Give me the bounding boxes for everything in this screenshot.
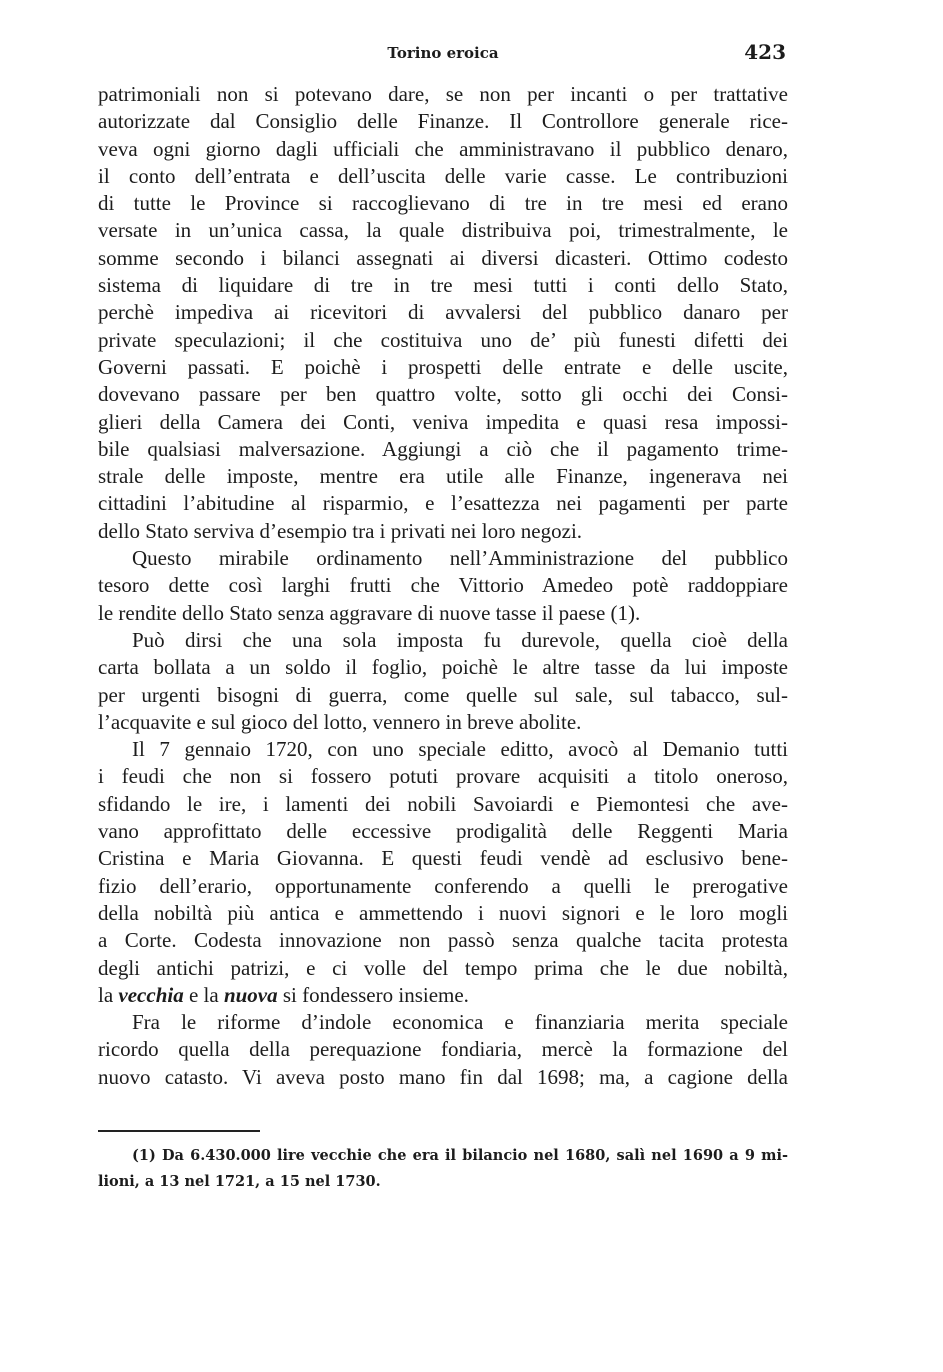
text-segment: della nobiltà più antica e ammettendo i nuovi signori e le loro mogli <box>98 900 788 925</box>
text-segment: il conto dell’entrata e dell’uscita delle varie casse. Le contribuzioni <box>98 163 788 188</box>
text-segment: la <box>98 982 119 1007</box>
text-line <box>98 381 788 408</box>
text-line <box>98 709 788 736</box>
text-line <box>98 545 788 572</box>
text-segment: glieri della Camera dei Conti, veniva impedita e quasi resa impossi- <box>98 409 788 434</box>
text-line <box>98 927 788 954</box>
text-segment: patrimoniali non si potevano dare, se non per incanti o per trattative <box>98 82 788 106</box>
text-line <box>98 245 788 272</box>
footnote-divider <box>98 1130 260 1132</box>
text-line <box>98 654 788 681</box>
text-segment: Il 7 gennaio 1720, con uno speciale editto, avocò al Demanio tutti <box>132 737 788 762</box>
text-line <box>98 682 788 709</box>
text-segment: cittadini l’abitudine al risparmio, e l’esattezza nei pagamenti per parte <box>98 491 788 516</box>
text-line <box>98 136 788 163</box>
text-line <box>98 81 788 108</box>
text-line <box>98 108 788 135</box>
text-line <box>98 955 788 982</box>
italic-text: nuova <box>223 982 278 1007</box>
text-line <box>98 190 788 217</box>
running-title: Torino eroica <box>387 44 499 62</box>
text-line <box>98 736 788 763</box>
text-line <box>98 1036 788 1063</box>
text-line <box>98 763 788 790</box>
text-line <box>98 354 788 381</box>
text-line <box>98 627 788 654</box>
text-segment: l’acquavite e sul gioco del lotto, vennero in breve abolite. <box>98 709 582 734</box>
text-line <box>98 436 788 463</box>
text-line <box>98 900 788 927</box>
text-line <box>98 490 788 517</box>
text-segment: degli antichi patrizi, e ci volle del tempo prima che le due nobiltà, <box>98 955 788 980</box>
text-line <box>98 299 788 326</box>
text-segment: Può dirsi che una sola imposta fu durevole, quella cioè della <box>132 627 788 652</box>
text-line <box>98 1064 788 1091</box>
text-line <box>98 409 788 436</box>
text-segment: veva ogni giorno dagli ufficiali che amministravano il pubblico denaro, <box>98 136 788 161</box>
text-line <box>98 600 788 627</box>
text-segment: vano approfittato delle eccessive prodigalità delle Reggenti Maria <box>98 819 788 844</box>
text-line <box>98 327 788 354</box>
italic-text: vecchia <box>118 982 184 1007</box>
text-segment: private speculazioni; il che costituiva uno de’ più funesti difetti dei <box>98 327 788 352</box>
text-line <box>98 1009 788 1036</box>
text-line <box>98 163 788 190</box>
text-line <box>98 818 788 845</box>
text-segment: nuovo catasto. Vi aveva posto mano fin dal 1698; ma, a cagione della <box>98 1064 788 1089</box>
text-segment: somme secondo i bilanci assegnati ai diversi dicasteri. Ottimo codesto <box>98 245 788 270</box>
text-segment: sfidando le ire, i lamenti dei nobili Savoiardi e Piemontesi che ave- <box>98 791 788 816</box>
text-segment: dello Stato serviva d’esempio tra i privati nei loro negozi. <box>98 518 583 543</box>
text-segment: perchè impediva ai ricevitori di avvalersi del pubblico danaro per <box>98 300 788 325</box>
text-line <box>98 873 788 900</box>
text-segment: ricordo quella della perequazione fondiaria, mercè la formazione del <box>98 1037 788 1062</box>
text-line <box>98 272 788 299</box>
text-segment: Questo mirabile ordinamento nell’Amministrazione del pubblico <box>132 546 788 571</box>
text-line <box>98 791 788 818</box>
text-segment: tesoro dette così larghi frutti che Vittorio Amedeo potè raddoppiare <box>98 573 788 598</box>
running-head <box>98 40 788 68</box>
page-number: 423 <box>744 40 786 64</box>
text-segment: a Corte. Codesta innovazione non passò senza qualche tacita protesta <box>98 928 788 953</box>
text-segment: fizio dell’erario, opportunamente conferendo a quelli le prerogative <box>98 873 788 898</box>
text-segment: strale delle imposte, mentre era utile alle Finanze, ingenerava nei <box>98 464 788 489</box>
text-segment: sistema di liquidare di tre in tre mesi tutti i conti dello Stato, <box>98 273 788 298</box>
text-segment: di tutte le Province si raccoglievano di tre in tre mesi ed erano <box>98 191 788 216</box>
text-segment: i feudi che non si fossero potuti provare acquisiti a titolo oneroso, <box>98 764 788 789</box>
text-segment: Governi passati. E poichè i prospetti delle entrate e delle uscite, <box>98 354 788 379</box>
text-segment: carta bollata a un soldo il foglio, poichè le altre tasse da lui imposte <box>98 655 788 680</box>
text-line <box>98 518 788 545</box>
text-line <box>98 217 788 244</box>
text-segment: si fondessero insieme. <box>277 982 469 1007</box>
text-line <box>98 463 788 490</box>
text-segment: per urgenti bisogni di guerra, come quelle sul sale, sul tabacco, sul- <box>98 682 788 707</box>
text-line <box>98 982 788 1009</box>
text-segment: le rendite dello Stato senza aggravare di nuove tasse il paese (1). <box>98 600 641 625</box>
footnote-line: lioni, a 13 nel 1721, a 15 nel 1730. <box>98 1173 381 1190</box>
text-segment: versate in un’unica cassa, la quale distribuiva poi, trimestralmente, le <box>98 218 788 243</box>
footnotes <box>98 1143 788 1195</box>
text-segment: dovevano passare per ben quattro volte, sotto gli occhi dei Consi- <box>98 382 788 407</box>
text-segment: e la <box>183 982 224 1007</box>
footnote-line: (1) Da 6.430.000 lire vecchie che era il bilancio nel 1680, salì nel 1690 a 9 mi- <box>132 1147 788 1164</box>
text-line <box>98 572 788 599</box>
text-segment: autorizzate dal Consiglio delle Finanze. Il Controllore generale rice- <box>98 109 788 134</box>
text-line <box>98 845 788 872</box>
body-text <box>98 81 788 1091</box>
text-segment: Fra le riforme d’indole economica e finanziaria merita speciale <box>132 1010 788 1035</box>
text-segment: bile qualsiasi malversazione. Aggiungi a ciò che il pagamento trime- <box>98 436 788 461</box>
text-segment: Cristina e Maria Giovanna. E questi feudi vendè ad esclusivo bene- <box>98 846 788 871</box>
